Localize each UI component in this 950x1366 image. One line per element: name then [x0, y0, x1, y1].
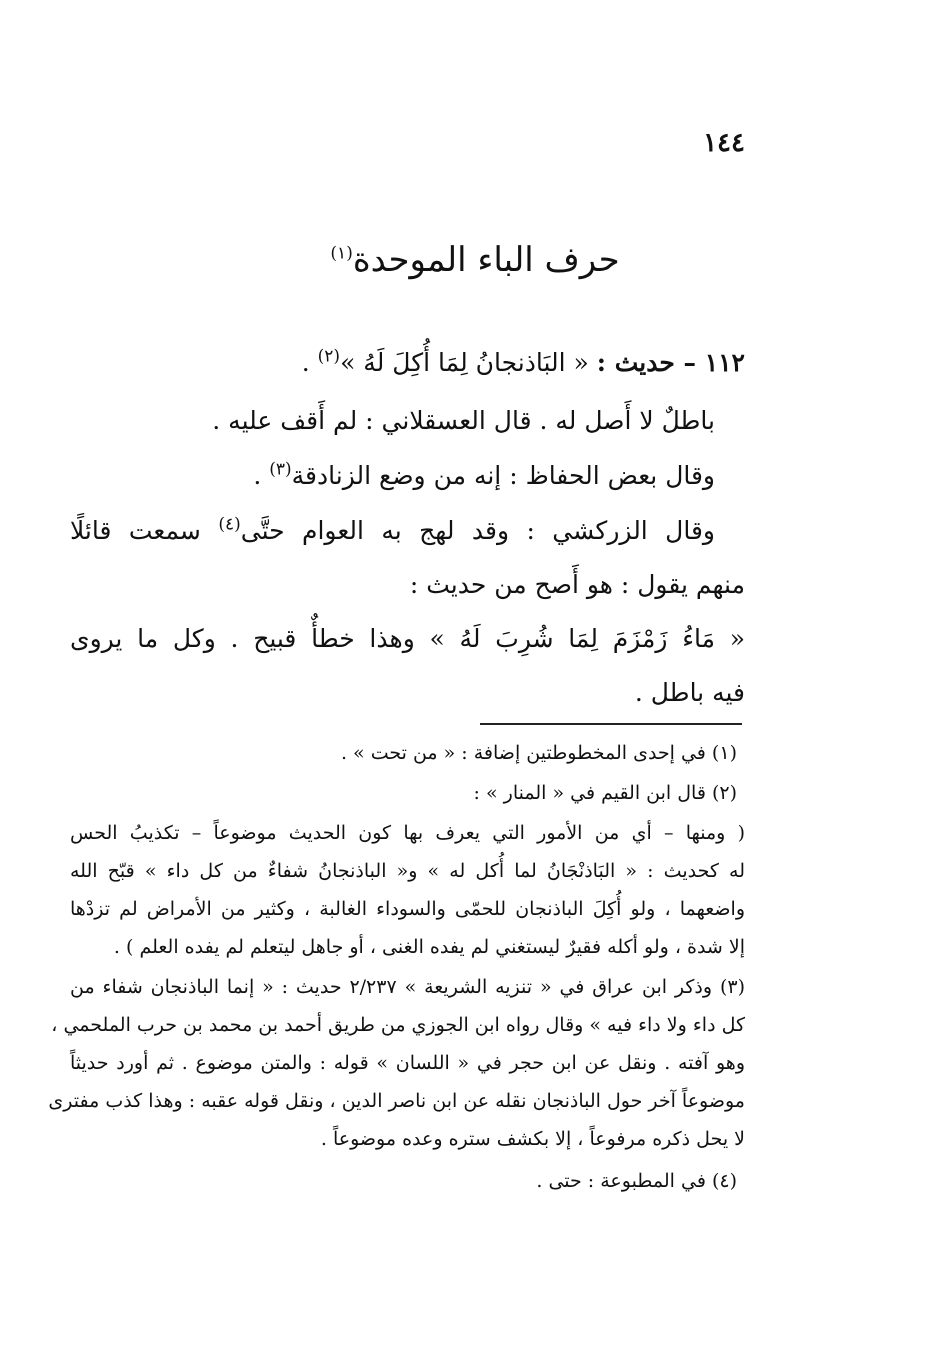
- footnote-4: (٤) في المطبوعة : حتى .: [536, 1170, 737, 1192]
- entry-line-5: منهم يقول : هو أَصح من حديث :: [409, 570, 745, 599]
- footnote-3-line-3: وهو آفته . ونقل عن ابن حجر في « اللسان » قوله : والمتن موضوع . ثم أورد حديثاً: [70, 1052, 745, 1074]
- hadith-end: .: [301, 348, 318, 377]
- line3-text: وقال بعض الحفاظ : إنه من وضع الزنادقة: [291, 461, 715, 490]
- footnote-2: (٢) قال ابن القيم في « المنار » :: [473, 782, 737, 804]
- hadith-text: « البَاذنجانُ لِمَا أُكِلَ لَهُ »: [340, 348, 589, 377]
- footnote-2-quote-line-4: إلا شدة ، ولو أكله فقيرٌ ليستغني لم يفده الغنى ، أو جاهل ليتعلم لم يفده العلم ) .: [113, 936, 745, 958]
- chapter-title-text: حرف الباء الموحدة: [352, 240, 620, 280]
- entry-line-3: [253, 461, 715, 490]
- line4-text-b: سمعت قائلًا: [70, 516, 219, 545]
- entry-number: ١١٢ – حديث :: [596, 348, 745, 377]
- footnote-3-line-1: (٣) وذكر ابن عراق في « تنزيه الشريعة » ٢/٢٣٧ حديث : « إنما الباذنجان شفاء من: [70, 976, 745, 998]
- footnote-2-quote-line-1: ( ومنها – أي من الأمور التي يعرف بها كون الحديث موضوعاً – تكذيبُ الحس: [70, 822, 745, 844]
- footnote-1: (١) في إحدى المخطوطتين إضافة : « من تحت » .: [340, 742, 737, 764]
- chapter-note-ref: (١): [330, 243, 353, 264]
- footnote-divider: [480, 723, 742, 725]
- footnote-2-quote-line-2: له كحديث : « البَاذنْجَانُ لما أُكل له » و« الباذنجانُ شفاءٌ من كل داء » قبّح الله: [70, 860, 745, 882]
- entry-line-4: [70, 516, 715, 545]
- line3-note-ref: (٣): [269, 459, 292, 480]
- entry-line-1: [302, 348, 745, 377]
- footnote-3-line-5: لا يحل ذكره مرفوعاً ، إلا بكشف ستره وعده موضوعاً .: [320, 1128, 745, 1150]
- footnote-2-quote-line-3: واضعهما ، ولو أُكِلَ الباذنجان للحمّى والسوداء الغالبة ، وكثير من الأمراض لم تزدْها: [70, 898, 745, 920]
- page-number: ١٤٤: [703, 128, 745, 158]
- footnote-3-line-4: موضوعاً آخر حول الباذنجان نقله عن ابن ناصر الدين ، ونقل قوله عقبه : وهذا كذب مفترى: [48, 1090, 745, 1112]
- line3-end: .: [253, 461, 270, 490]
- entry-line-7: فيه باطل .: [634, 678, 745, 707]
- line4-text-a: وقال الزركشي : وقد لهج به العوام حتَّى: [240, 516, 715, 545]
- entry-line-2: باطلٌ لا أَصل له . قال العسقلاني : لم أَقف عليه .: [212, 406, 715, 435]
- line4-note-ref: (٤): [218, 514, 241, 535]
- chapter-title: [0, 240, 950, 280]
- entry-line-6: « مَاءُ زَمْزَمَ لِمَا شُرِبَ لَهُ » وهذا خطأٌ قبيح . وكل ما يروى: [70, 624, 745, 653]
- hadith-note-ref: (٢): [317, 346, 341, 367]
- footnote-3-line-2: كل داء ولا داء فيه » وقال رواه ابن الجوزي من طريق أحمد بن محمد بن حرب الملحمي ،: [51, 1014, 745, 1036]
